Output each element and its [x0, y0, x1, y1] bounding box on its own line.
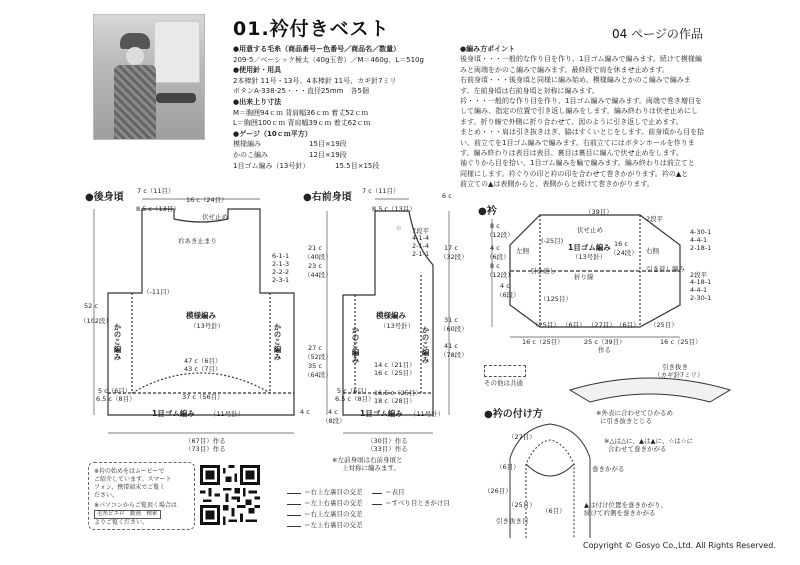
- collar-rib: 1目ゴム編み: [568, 243, 611, 252]
- back-neck-width: 16 c（24目）: [186, 196, 228, 204]
- front-cast-on-2: （33目）作る: [367, 445, 408, 453]
- yarn-heading: ●用意する毛糸（商品番号ー色番号／商品名／数量）: [233, 45, 401, 53]
- collar-span-right: 16 c（25目）: [660, 338, 702, 346]
- collar-dim-8c-b: 8 c: [490, 262, 500, 270]
- collar-span-left: 16 c（25目）: [522, 338, 564, 346]
- video-info-text: ※衿の始めをはムービーで ご紹介しています。スマート フォン、携帯端末でご覧く ださい。: [94, 468, 172, 499]
- tools-text: 2本棒針 11号・13号、4本棒針 11号、カギ針7ミリ: [233, 76, 397, 85]
- collar-turn: 引き返し: [530, 267, 556, 275]
- front-mid-len: 27 c: [308, 344, 322, 352]
- back-rib-needle: （11号針）: [210, 410, 245, 418]
- method-line: 右前身頃・・・後身頃と同様に編み始め、模様編みとかのこ編みで編みま: [460, 76, 691, 85]
- front-section-heading: ●右前身頃: [303, 192, 352, 203]
- back-rib: 1目ゴム編み: [152, 409, 195, 418]
- stitch-legend-right: ＝表目 ＝すべり目ときがけ目: [372, 487, 450, 509]
- back-rib-rows: 4 c: [300, 408, 310, 416]
- front-stitch-a: 14 c（21目）: [374, 361, 416, 369]
- materials-info: [233, 44, 473, 171]
- front-mid-len2: 35 c: [308, 362, 322, 370]
- front-rib-rows: 4 c: [328, 408, 338, 416]
- collar-dim-8c: 8 c: [490, 222, 500, 230]
- back-neck-mark: 衿あき止まり: [178, 237, 217, 245]
- front-star-mark: ☆: [396, 224, 402, 232]
- collar-legend: その他は共通: [484, 379, 523, 387]
- size-m: M＝胸囲94ｃｍ 背肩幅36ｃｍ 着丈52ｃｍ: [233, 108, 369, 117]
- legend-swatch: [484, 365, 526, 377]
- attach-a3: （26目）: [484, 487, 512, 495]
- front-note-1: ※左前身頃は右前身頃と: [332, 456, 403, 464]
- page-title: 01.衿付きベスト: [233, 18, 390, 40]
- back-length: 52 c: [84, 302, 98, 310]
- attach-a1: （27目）: [508, 433, 536, 441]
- front-right-len3: 41 c: [444, 342, 458, 350]
- front-length: 21 c: [308, 244, 322, 252]
- back-top-rows: 8.5 c（13目）: [136, 205, 180, 213]
- collar-dec-bot3: 4-4-1: [690, 286, 708, 294]
- collar-bottom-5: （25目）: [650, 321, 678, 329]
- back-side-a: 5 c（6目）: [98, 387, 132, 395]
- gauge-row: 1目ゴム編み（13号針） 15.5目×15段: [233, 161, 380, 170]
- front-needle: （13号針）: [380, 322, 415, 330]
- qr-code-icon[interactable]: [200, 465, 260, 525]
- method-line: す。左前身頃は右前身頃と対称に編みます。: [460, 86, 599, 95]
- front-neck-dec: 4-1-4: [412, 234, 430, 242]
- front-stitch-b: 16 c（25目）: [374, 369, 416, 377]
- back-length-rows: （102段）: [80, 317, 112, 325]
- collar-dim-12r-b: （12段）: [486, 271, 514, 279]
- front-right-len2: 31 c: [444, 316, 458, 324]
- front-side-a: 5 c（6目）: [337, 387, 371, 395]
- attach-note-3: ▲は付け位置を巻きかがり、: [584, 501, 667, 509]
- back-side-b: 6.5 c（8目）: [96, 395, 136, 403]
- collar-dec-top4: 2-18-1: [690, 244, 712, 252]
- back-kanoko-right: かのこ編み: [273, 323, 282, 361]
- collar-dim-4c: 4 c: [490, 244, 500, 252]
- pc-info-text: ※パソコンからご覧頂く場合は 毛糸ピエロ 動画 検索 よりご覧ください。: [94, 502, 177, 526]
- collar-bottom-3: （27目）: [588, 321, 616, 329]
- front-neck-dec2: 2-1-4: [412, 242, 430, 250]
- collar-dim-4c-b: 4 c: [500, 282, 510, 290]
- collar-fold: 折り線: [574, 273, 594, 281]
- front-kanoko-2: かのこ編み: [421, 326, 430, 364]
- back-dec-1: 6-1-1: [272, 252, 290, 260]
- collar-bind-off: 伏せ止め: [577, 226, 603, 234]
- search-keyword[interactable]: 毛糸ピエロ 動画 検索: [94, 510, 161, 519]
- method-line: い、前立てを1目ゴム編みで編みます。右前立てにはボタンホールを作りま: [460, 138, 695, 147]
- page-reference: 04 ページの作品: [612, 27, 703, 41]
- front-neck-rows: 7段平: [412, 227, 430, 235]
- collar-dec-top2: 4-30-1: [690, 228, 712, 236]
- front-length2-rows: （44段）: [304, 271, 332, 279]
- back-kanoko-left: かのこ編み: [113, 323, 122, 361]
- collar-turn-k: 引き返し編み: [646, 265, 685, 273]
- collar-dim-24r: （24段）: [610, 249, 638, 257]
- collar-make: 作る: [598, 346, 611, 354]
- collar-fold-diagram: [560, 362, 740, 410]
- button-text: ボタンA-338-25・・・直径25mm 各5個: [233, 87, 369, 96]
- front-side-b: 6.5 c（8目）: [335, 395, 375, 403]
- back-section-heading: ●後身頃: [85, 192, 124, 203]
- model-photo: [93, 14, 205, 140]
- method-line: 衿・・・一般的な作り目を作り、1目ゴム編みで編みます。両端で巻き増目を: [460, 97, 702, 106]
- collar-dec-bot: 2段平: [690, 271, 708, 279]
- collar-outside-note2: に引き抜きとじる: [600, 417, 652, 425]
- method-heading: ●編み方ポイント: [460, 45, 516, 53]
- front-length2: 23 c: [308, 262, 322, 270]
- collar-bottom-1: （25目）: [532, 321, 560, 329]
- back-needle: （13号針）: [190, 322, 225, 330]
- front-neck-dec3: 2-1-1: [412, 250, 430, 258]
- front-top: 7 c（11目）: [362, 187, 400, 195]
- collar-hikinuki2: （カギ針7ミリ）: [654, 371, 704, 379]
- collar-dec-top: 2段平: [646, 215, 664, 223]
- method-line: す。編み終わりは表目は表目、裏目は裏目に編んで伏せ止めをします。: [460, 149, 683, 158]
- attach-a4: （25目）: [508, 501, 536, 509]
- size-heading: ●出来上り寸法: [233, 97, 282, 106]
- collar-dim-6r: （6段）: [486, 253, 510, 261]
- collar-dim-6r-b: （6段）: [496, 291, 520, 299]
- collar-bottom-2: （6目）: [562, 321, 586, 329]
- front-cast-on: （30目）作る: [367, 437, 408, 445]
- front-mid-len2-rows: （64段）: [304, 371, 332, 379]
- collar-span-mid: 25 c（39目）: [584, 338, 626, 346]
- attach-note-4: 続けて衿側を巻きかがる: [584, 509, 656, 517]
- method-line: して編み、指定の位置で引き返し編みをします。編み終わりは伏せ止めにし: [460, 107, 698, 116]
- back-body-dec: （-11目）: [143, 288, 174, 296]
- attach-note-1: ※△は△に、▲は▲に、☆は☆に: [604, 437, 694, 445]
- front-mid-len-rows: （52段）: [304, 353, 332, 361]
- copyright-text: Copyright © Gosyo Co.,Ltd. All Rights Reserved.: [583, 541, 776, 550]
- gauge-row: 模様編み 15目×19段: [233, 140, 347, 149]
- front-right-len2-rows: （60段）: [440, 325, 468, 333]
- back-dec-2: 2-1-3: [272, 260, 290, 268]
- front-rib-rows2: （8段）: [322, 417, 346, 425]
- attach-hikinuki: 引き抜き目: [496, 517, 529, 525]
- yarn-text: 209-5／ベーシック極太（40g玉巻）／M＝460g、L＝510g: [233, 55, 424, 64]
- collar-dim-12r: （12段）: [486, 231, 514, 239]
- front-top-rows: 8.5 c（13目）: [372, 205, 416, 213]
- front-note-2: 上対称に編みます。: [342, 464, 400, 472]
- collar-section-heading: ●衿: [478, 206, 497, 217]
- front-right-len3-rows: （78段）: [440, 351, 468, 359]
- collar-dec: (-25目): [541, 237, 564, 245]
- front-kanoko: かのこ編み: [351, 326, 360, 364]
- method-line: 同様にします。衿ぐりの印と衿の印を合わせて巻きかがります。衿の▲と: [460, 169, 689, 178]
- front-stitch-c: 16.5 c（25目）: [374, 389, 422, 397]
- back-mid-stitch2: 43 c（7目）: [184, 365, 222, 373]
- back-cast-on-2: （73目）作る: [185, 445, 226, 453]
- collar-cast: （125目）: [540, 295, 572, 303]
- front-rib-needle: （11号針）: [410, 410, 445, 418]
- back-pattern: 模様編み: [186, 311, 216, 320]
- method-line: 袖ぐりから目を拾い、1目ゴム編みを輪で編みます。編み終わりは前立てと: [460, 159, 695, 168]
- collar-attach-heading: ●衿の付け方: [484, 409, 543, 420]
- front-rib: 1目ゴム編み: [360, 409, 403, 418]
- kanoko-curve: [132, 373, 270, 393]
- attach-kagaru: 巻きかがる: [592, 465, 625, 473]
- tools-heading: ●使用針・用具: [233, 66, 282, 75]
- size-l: L＝胸囲100ｃｍ 背肩幅39ｃｍ 着丈62ｃｍ: [233, 119, 371, 128]
- attach-note-2: 合わせて巻きかがる: [608, 445, 667, 453]
- collar-bottom-4: （6目）: [616, 321, 640, 329]
- collar-needle: （13号針）: [572, 253, 607, 261]
- collar-right: 右側: [646, 247, 659, 255]
- method-line: みと両端をかのこ編みで編みます。最終段で肩を休ませ止めます。: [460, 65, 669, 74]
- collar-dec-bot2: 4-18-1: [690, 278, 712, 286]
- gauge-heading: ●ゲージ（10ｃｍ平方）: [233, 129, 312, 138]
- front-pattern: 模様編み: [376, 311, 406, 320]
- collar-outside-note: ※外表に合わせてひかるめ: [596, 409, 673, 417]
- collar-dec-bot4: 2-30-1: [690, 294, 712, 302]
- back-dec-4: 2-3-1: [272, 276, 290, 284]
- method-line: 前立ての▲は表側からと、表側からと続けて巻きかがります。: [460, 180, 654, 189]
- back-dec-3: 2-2-2: [272, 268, 290, 276]
- collar-hikinuki: 引き抜き: [662, 363, 688, 371]
- attach-a5: （6目）: [542, 507, 566, 515]
- method-line: 後身頃・・・一般的な作り目を作り、1目ゴム編みで編みます。続けて模様編: [460, 55, 702, 64]
- knitting-method: [460, 44, 780, 190]
- collar-dec-top3: 4-4-1: [690, 236, 708, 244]
- collar-left: 左側: [516, 247, 529, 255]
- method-line: まとめ・・・肩は引き抜きはぎ、脇はすくいとじをします。前身頃から目を拾: [460, 128, 705, 137]
- back-mid-stitch: 47 c（6目）: [184, 357, 222, 365]
- front-length-rows: （40段）: [304, 253, 332, 261]
- front-neck-width: 6 c: [442, 192, 452, 200]
- gauge-row: かのこ編み 12目×19段: [233, 150, 347, 159]
- back-bottom-mid: 37 c（56目）: [182, 393, 224, 401]
- back-cast-on: （67目）作る: [185, 437, 226, 445]
- collar-top: （39目）: [585, 208, 613, 216]
- front-right-len-rows: （32段）: [440, 253, 468, 261]
- front-right-len: 17 c: [444, 244, 458, 252]
- stitch-legend-left: ＝右上左裏目の交差 ＝左上右裏目の交差 ＝右上左裏目の交差 ＝左上右裏目の交差: [287, 487, 363, 531]
- method-line: ます。折り線で外側に折り合わせて、図のように引き返しで止めます。: [460, 117, 683, 126]
- back-bind-off: 伏せ止め: [202, 213, 228, 221]
- front-stitch-d: 18 c（28目）: [374, 397, 416, 405]
- attach-a2: （6目）: [496, 463, 520, 471]
- back-shoulder-label: 7 c（11目）: [137, 187, 175, 195]
- collar-dim-16c: 16 c: [614, 240, 628, 248]
